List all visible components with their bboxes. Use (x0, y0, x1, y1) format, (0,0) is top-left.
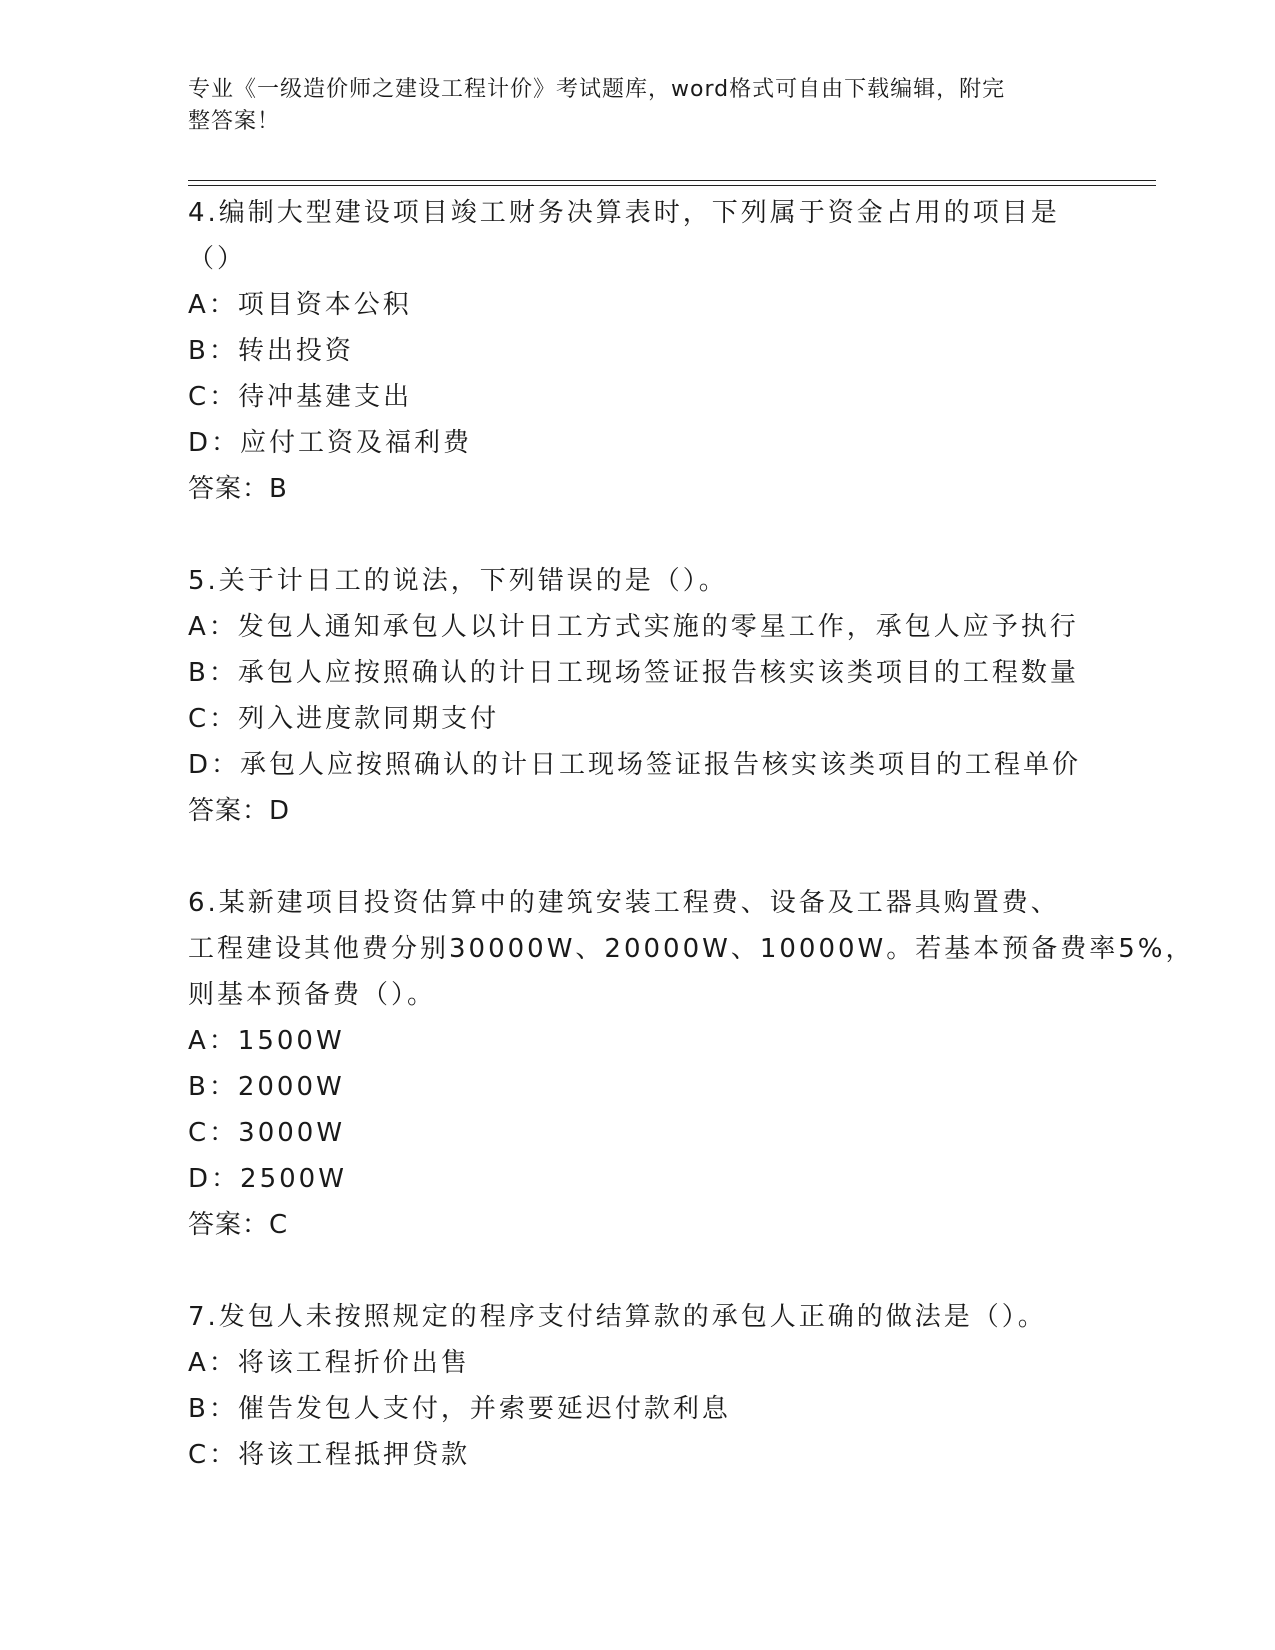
option-b: B：转出投资 (188, 336, 354, 366)
question-list (188, 190, 1195, 1478)
option-d: D：承包人应按照确认的计日工现场签证报告核实该类项目的工程单价 (188, 750, 1082, 780)
question-6 (188, 880, 1195, 1248)
question-5 (188, 558, 1088, 834)
option-d: D：应付工资及福利费 (188, 428, 473, 458)
header-divider-bottom (188, 185, 1156, 186)
option-b: B：2000W (188, 1072, 345, 1102)
answer: 答案：D (188, 796, 291, 826)
spacer (188, 834, 1088, 880)
question-stem: 5.关于计日工的说法，下列错误的是（）。 (188, 566, 728, 596)
header-divider-top (188, 180, 1156, 181)
option-a: A：1500W (188, 1026, 345, 1056)
option-c: C：将该工程抵押贷款 (188, 1440, 471, 1470)
answer: 答案：B (188, 474, 288, 504)
spacer (188, 1248, 1088, 1294)
question-stem: 则基本预备费（）。 (188, 980, 437, 1010)
question-stem: （） (188, 244, 247, 274)
question-stem: 4.编制大型建设项目竣工财务决算表时，下列属于资金占用的项目是 (188, 198, 1060, 228)
header-line-1: 专业《一级造价师之建设工程计价》考试题库，word格式可自由下载编辑，附完 (188, 77, 1006, 102)
header-line-2: 整答案！ (188, 109, 281, 134)
question-stem: 工程建设其他费分别30000W、20000W、10000W。若基本预备费率5%， (188, 934, 1195, 964)
option-c: C：3000W (188, 1118, 346, 1148)
option-b: B：承包人应按照确认的计日工现场签证报告核实该类项目的工程数量 (188, 658, 1079, 688)
option-a: A：将该工程折价出售 (188, 1348, 470, 1378)
option-c: C：列入进度款同期支付 (188, 704, 500, 734)
question-stem: 7.发包人未按照规定的程序支付结算款的承包人正确的做法是（）。 (188, 1302, 1047, 1332)
option-d: D：2500W (188, 1164, 347, 1194)
answer: 答案：C (188, 1210, 289, 1240)
document-header (188, 74, 1068, 138)
question-stem: 6.某新建项目投资估算中的建筑安装工程费、设备及工器具购置费、 (188, 888, 1060, 918)
option-a: A：发包人通知承包人以计日工方式实施的零星工作，承包人应予执行 (188, 612, 1079, 642)
option-a: A：项目资本公积 (188, 290, 412, 320)
question-4 (188, 190, 1088, 512)
question-7 (188, 1294, 1088, 1478)
spacer (188, 512, 1088, 558)
option-b: B：催告发包人支付，并索要延迟付款利息 (188, 1394, 731, 1424)
option-c: C：待冲基建支出 (188, 382, 413, 412)
